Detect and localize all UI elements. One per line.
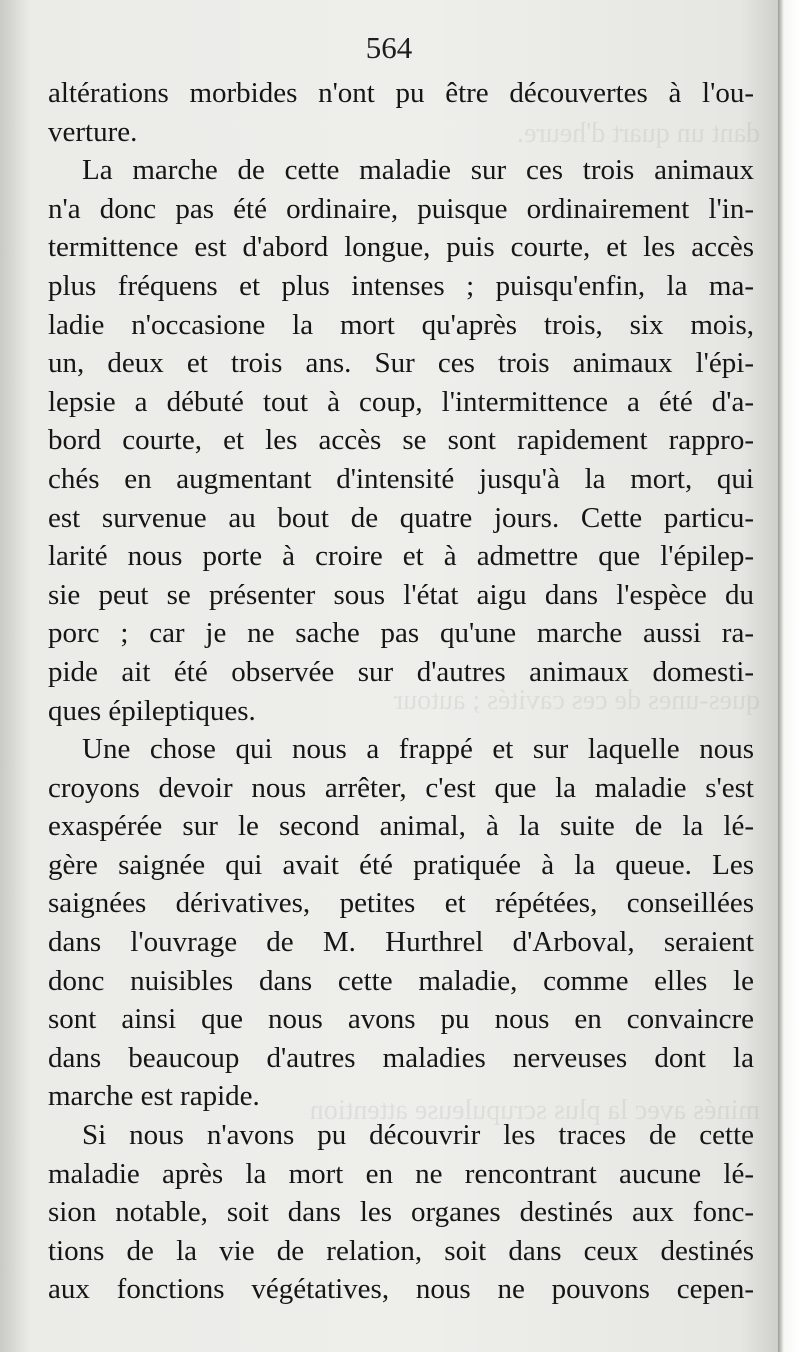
text-line: ladie n'occasione la mort qu'après trois, six mois, <box>48 308 754 341</box>
text-line: saignées dérivatives, petites et répétées, conseillées <box>48 887 754 920</box>
text-line: pide ait été observée sur d'autres animaux domesti- <box>48 655 754 688</box>
show-through-text: dant un quart d'heure. <box>517 118 760 149</box>
text-line: verture. <box>48 115 138 148</box>
text-line: altérations morbides n'ont pu être découvertes à l'ou- <box>48 77 754 109</box>
page-number: 564 <box>365 30 413 65</box>
text-line: donc nuisibles dans cette maladie, comme elles le <box>48 964 754 997</box>
text-line: dans l'ouvrage de M. Hurthrel d'Arboval, seraient <box>48 926 754 959</box>
text-line: exaspérée sur le second animal, à la suite de la lé- <box>48 810 754 843</box>
text-line: gère saignée qui avait été pratiquée à la queue. Les <box>48 848 754 881</box>
text-line: croyons devoir nous arrêter, c'est que la maladie s'est <box>48 771 754 804</box>
text-line: est survenue au bout de quatre jours. Cette particu- <box>48 501 754 534</box>
text-line: sie peut se présenter sous l'état aigu dans l'espèce du <box>48 578 754 611</box>
text-line: n'a donc pas été ordinaire, puisque ordinairement l'in- <box>48 192 754 225</box>
text-line: aux fonctions végétatives, nous ne pouvons cepen- <box>48 1273 754 1306</box>
text-line: un, deux et trois ans. Sur ces trois animaux l'épi- <box>48 347 754 380</box>
text-line: Une chose qui nous a frappé et sur laquelle nous <box>82 733 754 766</box>
text-line: marche est rapide. <box>48 1080 260 1113</box>
text-line: ques épileptiques. <box>48 694 256 727</box>
show-through-text: ques-unes de ces cavités ; autour <box>393 685 760 716</box>
text-line: Si nous n'avons pu découvrir les traces de cette <box>82 1119 754 1152</box>
text-line: La marche de cette maladie sur ces trois animaux <box>82 154 754 187</box>
text-line: termittence est d'abord longue, puis courte, et les accès <box>48 231 754 264</box>
text-line: tions de la vie de relation, soit dans ceux destinés <box>48 1234 754 1267</box>
text-line: lepsie a débuté tout à coup, l'intermittence a été d'a- <box>48 385 754 418</box>
show-through-text: minés avec la plus scrupuleuse attention <box>309 1095 760 1126</box>
body-text <box>48 74 754 1309</box>
text-line: sion notable, soit dans les organes destinés aux fonc- <box>48 1196 754 1229</box>
text-line: porc ; car je ne sache pas qu'une marche aussi ra- <box>48 617 754 650</box>
page-edge <box>778 0 800 1352</box>
text-line: dans beaucoup d'autres maladies nerveuses dont la <box>48 1041 754 1074</box>
text-line: chés en augmentant d'intensité jusqu'à la mort, qui <box>48 462 754 495</box>
text-line: plus fréquens et plus intenses ; puisqu'enfin, la ma- <box>48 269 754 302</box>
text-line: larité nous porte à croire et à admettre que l'épilep- <box>48 540 754 573</box>
text-line: sont ainsi que nous avons pu nous en convaincre <box>48 1003 754 1036</box>
text-line: bord courte, et les accès se sont rapidement rappro- <box>48 424 754 457</box>
text-line: maladie après la mort en ne rencontrant aucune lé- <box>48 1157 754 1190</box>
